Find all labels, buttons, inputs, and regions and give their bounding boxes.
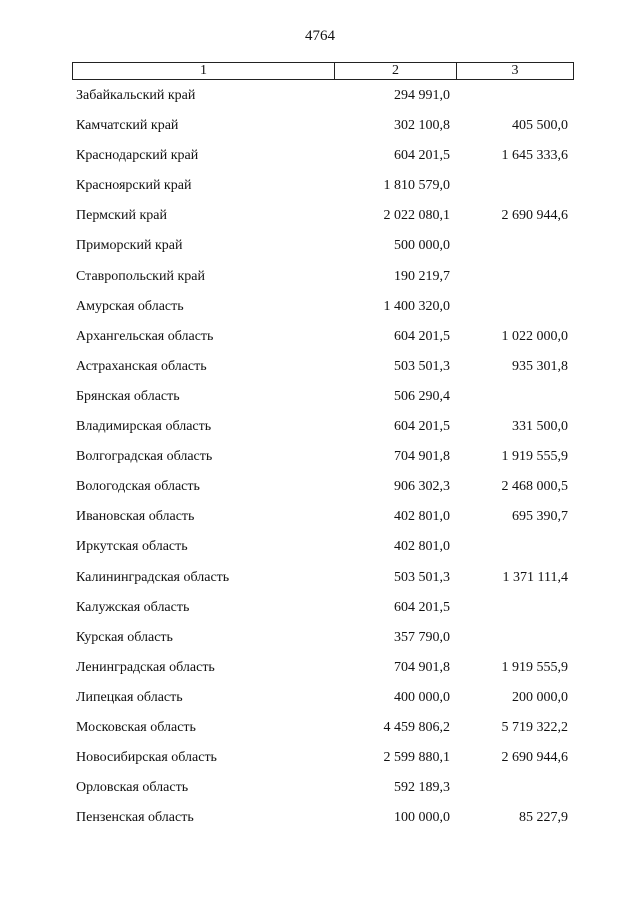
column-2-value: 357 790,0 xyxy=(394,629,450,645)
column-2-value: 402 801,0 xyxy=(394,509,450,525)
column-2-value: 400 000,0 xyxy=(394,689,450,705)
table-row xyxy=(0,146,640,176)
column-3-value: 5 719 322,2 xyxy=(501,719,568,735)
column-2-value: 506 290,4 xyxy=(394,388,450,404)
table-row xyxy=(0,658,640,688)
region-name: Пензенская область xyxy=(76,810,194,826)
column-2-value: 402 801,0 xyxy=(394,539,450,555)
region-name: Курская область xyxy=(76,629,173,645)
column-2-value: 2 599 880,1 xyxy=(383,750,450,766)
region-name: Брянская область xyxy=(76,388,180,404)
column-2-value: 906 302,3 xyxy=(394,479,450,495)
column-header-3: 3 xyxy=(511,63,519,78)
region-name: Ивановская область xyxy=(76,509,195,525)
region-name: Орловская область xyxy=(76,780,189,796)
column-2-value: 604 201,5 xyxy=(394,148,450,164)
column-3-value: 2 690 944,6 xyxy=(501,750,568,766)
region-name: Ленинградская область xyxy=(76,659,215,675)
table-row xyxy=(0,748,640,778)
column-2-value: 704 901,8 xyxy=(394,659,450,675)
table-row xyxy=(0,688,640,718)
column-3-value: 1 919 555,9 xyxy=(501,659,568,675)
column-2-value: 604 201,5 xyxy=(394,599,450,615)
table-row xyxy=(0,327,640,357)
region-name: Калининградская область xyxy=(76,569,230,585)
region-name: Камчатский край xyxy=(76,118,179,134)
table-row xyxy=(0,417,640,447)
column-3-value: 2 690 944,6 xyxy=(501,208,568,224)
region-name: Липецкая область xyxy=(76,689,183,705)
table-row xyxy=(0,176,640,206)
region-name: Амурская область xyxy=(76,298,184,314)
column-2-value: 190 219,7 xyxy=(394,268,450,284)
column-3-value: 85 227,9 xyxy=(519,810,568,826)
table-row xyxy=(0,86,640,116)
column-3-value: 1 371 111,4 xyxy=(502,569,568,585)
column-3-value: 1 645 333,6 xyxy=(501,148,568,164)
region-name: Забайкальский край xyxy=(76,88,196,103)
column-2-value: 302 100,8 xyxy=(394,118,450,134)
table-row xyxy=(0,447,640,477)
column-2-value: 1 810 579,0 xyxy=(383,178,450,194)
region-name: Краснодарский край xyxy=(76,148,199,164)
page-number: 4764 xyxy=(305,28,335,44)
table-row xyxy=(0,628,640,658)
region-name: Ставропольский край xyxy=(76,268,205,284)
column-2-value: 2 022 080,1 xyxy=(383,208,450,224)
region-name: Пермский край xyxy=(76,208,167,224)
column-3-value: 695 390,7 xyxy=(512,509,568,525)
table-row xyxy=(0,568,640,598)
region-name: Архангельская область xyxy=(76,328,214,344)
region-name: Приморский край xyxy=(76,238,183,254)
table-row xyxy=(0,387,640,417)
table-row xyxy=(0,236,640,266)
column-header-2: 2 xyxy=(335,63,457,79)
region-name: Калужская область xyxy=(76,599,190,615)
column-2-value: 294 991,0 xyxy=(394,88,450,103)
column-2-value: 1 400 320,0 xyxy=(383,298,450,314)
column-3-value: 2 468 000,5 xyxy=(501,479,568,495)
region-name: Вологодская область xyxy=(76,479,200,495)
column-3-value: 1 022 000,0 xyxy=(501,328,568,344)
column-2-value: 500 000,0 xyxy=(394,238,450,254)
region-name: Астраханская область xyxy=(76,358,207,374)
table-row xyxy=(0,778,640,808)
table-row xyxy=(0,537,640,567)
column-3-value: 935 301,8 xyxy=(512,358,568,374)
table-body xyxy=(0,86,640,838)
column-2-value: 604 201,5 xyxy=(394,419,450,435)
region-name: Новосибирская область xyxy=(76,750,217,766)
table-row xyxy=(0,507,640,537)
table-row xyxy=(0,116,640,146)
column-2-value: 4 459 806,2 xyxy=(383,719,450,735)
column-2-value: 704 901,8 xyxy=(394,449,450,465)
column-2-value: 604 201,5 xyxy=(394,328,450,344)
table-row xyxy=(0,357,640,387)
table-row xyxy=(0,477,640,507)
column-3-value: 200 000,0 xyxy=(512,689,568,705)
column-3-value: 405 500,0 xyxy=(512,118,568,134)
region-name: Владимирская область xyxy=(76,419,212,435)
table-row xyxy=(0,297,640,327)
column-3-value: 331 500,0 xyxy=(512,419,568,435)
table-row xyxy=(0,267,640,297)
column-2-value: 503 501,3 xyxy=(394,358,450,374)
table-row xyxy=(0,598,640,628)
column-2-value: 592 189,3 xyxy=(394,780,450,796)
table-header xyxy=(72,62,574,80)
column-3-value: 1 919 555,9 xyxy=(501,449,568,465)
region-name: Красноярский край xyxy=(76,178,192,194)
table-row xyxy=(0,808,640,838)
column-2-value: 100 000,0 xyxy=(394,810,450,826)
column-2-value: 503 501,3 xyxy=(394,569,450,585)
table-row xyxy=(0,206,640,236)
table-row xyxy=(0,718,640,748)
column-header-1: 1 xyxy=(73,63,335,79)
region-name: Иркутская область xyxy=(76,539,188,555)
region-name: Волгоградская область xyxy=(76,449,213,465)
region-name: Московская область xyxy=(76,719,196,735)
